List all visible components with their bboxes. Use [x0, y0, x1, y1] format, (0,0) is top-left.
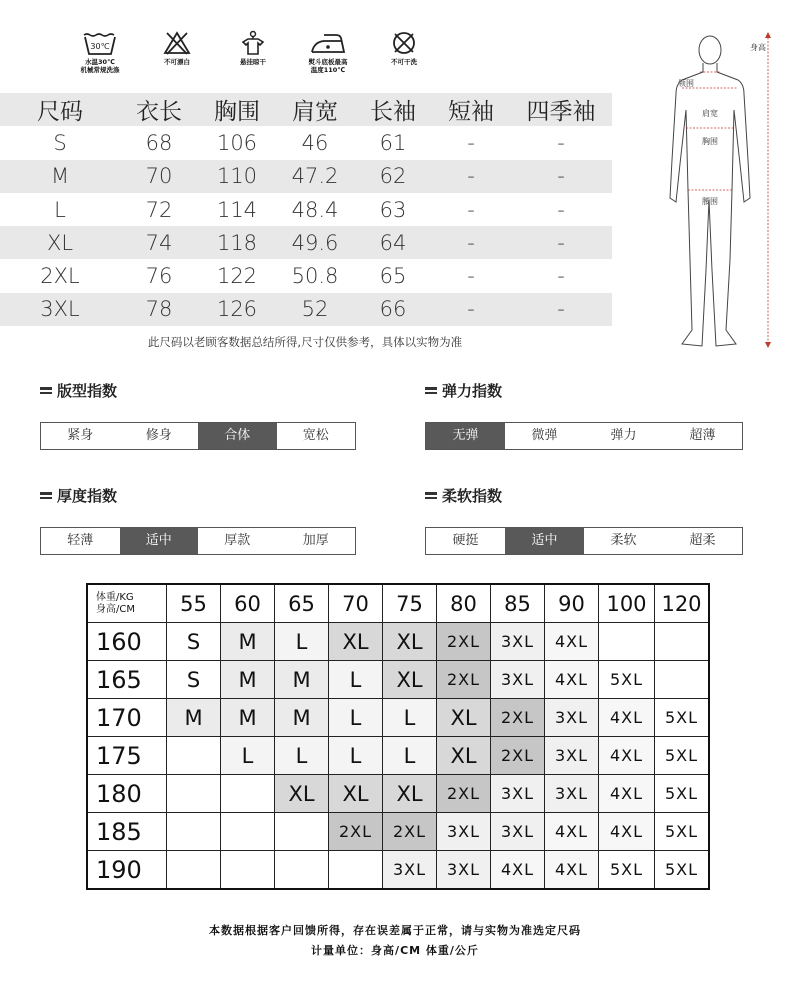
- grid-height-cell: 160: [87, 623, 167, 661]
- index-title: [425, 485, 502, 506]
- grid-size-cell: M: [275, 661, 329, 699]
- size-cell: 106: [216, 130, 258, 155]
- size-cell: 68: [145, 130, 173, 155]
- grid-weight-cell: 55: [167, 584, 221, 623]
- size-cell: 70: [120, 160, 198, 193]
- grid-size-cell: 3XL: [491, 813, 545, 851]
- grid-size-cell: [655, 623, 710, 661]
- label-height: 身高: [750, 43, 766, 52]
- size-cell: 78: [120, 293, 198, 326]
- size-note: 此尺码以老顾客数据总结所得,尺寸仅供参考，具体以实物为准: [147, 335, 463, 349]
- grid-size-cell: [599, 623, 655, 661]
- grid-size-cell: 5XL: [655, 699, 710, 737]
- size-cell: 110: [198, 160, 276, 193]
- care-caption: 不可干洗: [391, 58, 417, 66]
- grid-weight-cell: 65: [275, 584, 329, 623]
- grid-size-cell: 5XL: [599, 661, 655, 699]
- grid-size-cell: M: [167, 699, 221, 737]
- grid-row: [87, 775, 709, 813]
- size-cell: 3XL: [0, 293, 120, 326]
- no-dryclean-icon: [359, 30, 449, 56]
- size-header-cell: 胸围: [198, 93, 276, 126]
- index-option: 修身: [145, 428, 172, 443]
- size-cell: -: [510, 293, 612, 326]
- grid-size-cell: 3XL: [491, 775, 545, 813]
- size-header-cell: 短袖: [432, 93, 510, 126]
- grid-size-cell: L: [329, 661, 383, 699]
- grid-size-cell: M: [275, 699, 329, 737]
- grid-size-cell: [655, 661, 710, 699]
- size-table: [0, 93, 612, 326]
- size-cell: 66: [354, 293, 432, 326]
- size-row: [0, 226, 612, 259]
- index-option: 超薄: [689, 428, 716, 443]
- grid-size-cell: 3XL: [491, 623, 545, 661]
- grid-size-cell: 4XL: [545, 851, 599, 890]
- size-cell: 52: [276, 293, 354, 326]
- grid-size-cell: XL: [329, 623, 383, 661]
- index-option: 微弹: [531, 428, 558, 443]
- grid-size-cell: L: [383, 699, 437, 737]
- grid-height-cell: 165: [87, 661, 167, 699]
- grid-size-cell: M: [221, 699, 275, 737]
- size-cell: 50.8: [291, 264, 339, 289]
- grid-size-cell: 5XL: [599, 851, 655, 890]
- index-option: 超柔: [689, 533, 716, 548]
- grid-size-cell: [329, 851, 383, 890]
- grid-size-cell: 4XL: [545, 813, 599, 851]
- bars-icon: [425, 490, 437, 501]
- grid-corner-label: 体重/KG: [96, 591, 134, 603]
- size-cell: -: [432, 160, 510, 193]
- grid-size-cell: [221, 851, 275, 890]
- index-option: 轻薄: [67, 533, 94, 548]
- index-title: [40, 485, 117, 506]
- index-option: 厚款: [224, 533, 251, 548]
- grid-size-cell: 5XL: [655, 851, 710, 890]
- index-scale: [425, 422, 743, 450]
- size-cell: -: [432, 293, 510, 326]
- grid-size-cell: XL: [437, 699, 491, 737]
- grid-size-cell: 2XL: [437, 775, 491, 813]
- grid-size-cell: 4XL: [599, 775, 655, 813]
- size-row: [0, 293, 612, 326]
- size-cell: -: [467, 130, 475, 155]
- index-option: 弹力: [610, 428, 637, 443]
- grid-size-cell: XL: [275, 775, 329, 813]
- grid-size-cell: 4XL: [599, 737, 655, 775]
- size-cell: 122: [216, 264, 258, 289]
- grid-weight-cell: 120: [655, 584, 710, 623]
- grid-corner-label: 身高/CM: [96, 603, 135, 615]
- size-cell: 74: [120, 226, 198, 259]
- grid-size-cell: XL: [383, 623, 437, 661]
- grid-size-cell: L: [275, 737, 329, 775]
- size-cell: 49.6: [276, 226, 354, 259]
- grid-size-cell: 2XL: [437, 661, 491, 699]
- bars-icon: [425, 385, 437, 396]
- grid-height-cell: 175: [87, 737, 167, 775]
- size-cell: 62: [354, 160, 432, 193]
- index-option: 合体: [198, 423, 277, 449]
- grid-size-cell: 3XL: [383, 851, 437, 890]
- grid-row: [87, 737, 709, 775]
- grid-size-cell: 4XL: [491, 851, 545, 890]
- grid-size-cell: L: [383, 737, 437, 775]
- index-option: 硬挺: [452, 533, 479, 548]
- unit-note: 计量单位：身高/CM 体重/公斤: [311, 944, 479, 957]
- size-header-cell: 肩宽: [276, 93, 354, 126]
- bars-icon: [40, 490, 52, 501]
- index-title: [425, 380, 502, 401]
- label-shoulder: 肩宽: [702, 109, 718, 118]
- size-cell: -: [557, 264, 565, 289]
- size-cell: -: [557, 130, 565, 155]
- size-cell: 114: [216, 197, 258, 222]
- grid-row: [87, 699, 709, 737]
- grid-header-row: [87, 584, 709, 623]
- grid-size-cell: [167, 813, 221, 851]
- care-caption: 不可漂白: [164, 58, 190, 66]
- label-waist: 腰围: [702, 197, 718, 206]
- size-cell: -: [510, 160, 612, 193]
- care-item: [359, 30, 449, 66]
- grid-size-cell: [221, 813, 275, 851]
- grid-height-cell: 180: [87, 775, 167, 813]
- grid-weight-cell: 75: [383, 584, 437, 623]
- size-row: [0, 126, 612, 159]
- size-cell: 47.2: [276, 160, 354, 193]
- grid-weight-cell: 70: [329, 584, 383, 623]
- size-cell: 126: [198, 293, 276, 326]
- grid-size-cell: L: [329, 699, 383, 737]
- size-cell: 64: [354, 226, 432, 259]
- size-header-cell: 长袖: [354, 93, 432, 126]
- grid-height-cell: 185: [87, 813, 167, 851]
- grid-size-cell: 3XL: [545, 737, 599, 775]
- grid-size-cell: M: [221, 661, 275, 699]
- grid-size-cell: XL: [383, 661, 437, 699]
- size-cell: 76: [145, 264, 173, 289]
- grid-weight-cell: 85: [491, 584, 545, 623]
- size-cell: XL: [0, 226, 120, 259]
- size-cell: 61: [379, 130, 407, 155]
- grid-row: [87, 851, 709, 890]
- grid-size-cell: 5XL: [655, 775, 710, 813]
- grid-size-cell: 5XL: [655, 813, 710, 851]
- size-cell: 48.4: [291, 197, 339, 222]
- size-row: [0, 259, 612, 292]
- index-title-text: 版型指数: [57, 382, 118, 400]
- grid-weight-cell: 90: [545, 584, 599, 623]
- grid-size-cell: 4XL: [545, 623, 599, 661]
- index-option: 紧身: [67, 428, 94, 443]
- bars-icon: [40, 385, 52, 396]
- grid-size-cell: 3XL: [437, 851, 491, 890]
- size-cell: -: [467, 264, 475, 289]
- size-row: [0, 193, 612, 226]
- grid-note: 本数据根据客户回馈所得，存在误差属于正常，请与实物为准选定尺码: [209, 924, 581, 937]
- size-header-cell: 衣长: [120, 93, 198, 126]
- grid-size-cell: 3XL: [545, 775, 599, 813]
- grid-height-cell: 170: [87, 699, 167, 737]
- grid-size-cell: 3XL: [491, 661, 545, 699]
- index-title: [40, 380, 117, 401]
- size-row: [0, 160, 612, 193]
- size-cell: -: [467, 197, 475, 222]
- care-caption: 悬挂晾干: [240, 58, 266, 66]
- index-option: 柔软: [610, 533, 637, 548]
- grid-size-cell: 2XL: [437, 623, 491, 661]
- grid-size-cell: 5XL: [655, 737, 710, 775]
- size-cell: 46: [301, 130, 329, 155]
- size-cell: S: [53, 130, 67, 155]
- grid-size-cell: XL: [437, 737, 491, 775]
- size-header-cell: 尺码: [0, 93, 120, 126]
- size-header-row: [0, 93, 612, 126]
- size-cell: -: [510, 226, 612, 259]
- index-option: 适中: [120, 528, 199, 554]
- grid-size-cell: 2XL: [491, 737, 545, 775]
- index-option: 适中: [505, 528, 584, 554]
- grid-size-cell: [167, 775, 221, 813]
- grid-size-cell: 2XL: [383, 813, 437, 851]
- care-caption: 熨斗底板最高 温度110℃: [308, 58, 348, 74]
- index-title-text: 柔软指数: [442, 487, 503, 505]
- grid-weight-cell: 60: [221, 584, 275, 623]
- care-caption: 水温30℃ 机械常规洗涤: [80, 58, 120, 74]
- grid-row: [87, 661, 709, 699]
- index-scale: [40, 422, 356, 450]
- body-measure-figure: [668, 30, 780, 355]
- grid-weight-cell: 80: [437, 584, 491, 623]
- grid-size-cell: 3XL: [437, 813, 491, 851]
- label-chest: 胸围: [702, 137, 718, 146]
- height-weight-grid: [86, 583, 710, 890]
- index-title-text: 厚度指数: [57, 487, 118, 505]
- grid-size-cell: S: [167, 623, 221, 661]
- grid-size-cell: [167, 737, 221, 775]
- size-cell: 72: [145, 197, 173, 222]
- index-option: 无弹: [426, 423, 505, 449]
- size-header-cell: 四季袖: [510, 93, 612, 126]
- grid-size-cell: 4XL: [599, 813, 655, 851]
- grid-size-cell: [221, 775, 275, 813]
- grid-size-cell: 2XL: [491, 699, 545, 737]
- size-cell: M: [0, 160, 120, 193]
- svg-text:30℃: 30℃: [90, 42, 110, 51]
- grid-size-cell: 4XL: [599, 699, 655, 737]
- index-title-text: 弹力指数: [442, 382, 503, 400]
- size-cell: -: [557, 197, 565, 222]
- size-cell: 65: [379, 264, 407, 289]
- grid-size-cell: L: [329, 737, 383, 775]
- index-option: 宽松: [302, 428, 329, 443]
- grid-size-cell: [167, 851, 221, 890]
- index-scale: [40, 527, 356, 555]
- grid-size-cell: S: [167, 661, 221, 699]
- label-neck: 领围: [678, 79, 694, 88]
- grid-row: [87, 623, 709, 661]
- grid-size-cell: [275, 851, 329, 890]
- size-cell: -: [432, 226, 510, 259]
- grid-corner: [87, 584, 167, 623]
- size-cell: 118: [198, 226, 276, 259]
- grid-height-cell: 190: [87, 851, 167, 890]
- index-option: 加厚: [302, 533, 329, 548]
- grid-size-cell: XL: [383, 775, 437, 813]
- grid-size-cell: XL: [329, 775, 383, 813]
- grid-row: [87, 813, 709, 851]
- grid-size-cell: L: [221, 737, 275, 775]
- size-cell: L: [54, 197, 66, 222]
- size-cell: 63: [379, 197, 407, 222]
- grid-size-cell: 2XL: [329, 813, 383, 851]
- size-cell: 2XL: [40, 264, 80, 289]
- grid-size-cell: L: [275, 623, 329, 661]
- grid-size-cell: 4XL: [545, 661, 599, 699]
- grid-size-cell: [275, 813, 329, 851]
- grid-weight-cell: 100: [599, 584, 655, 623]
- grid-size-cell: 3XL: [545, 699, 599, 737]
- index-scale: [425, 527, 743, 555]
- grid-size-cell: M: [221, 623, 275, 661]
